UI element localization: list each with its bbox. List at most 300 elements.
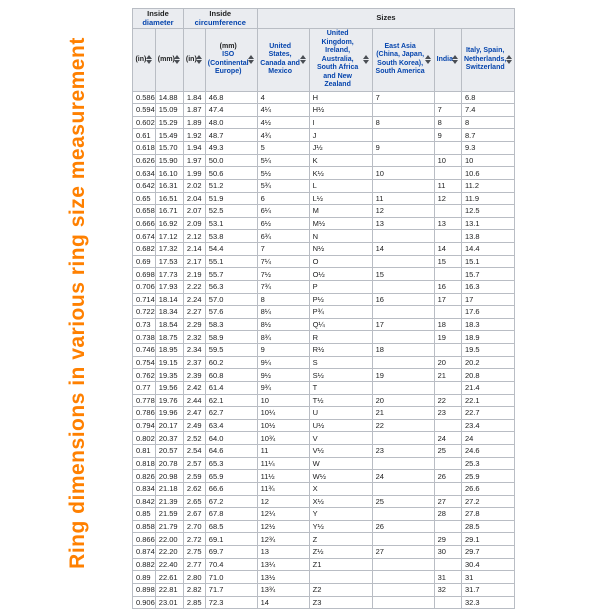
cell [434, 482, 461, 495]
cell: P½ [309, 293, 372, 306]
india-link[interactable]: India [436, 55, 453, 63]
cell: 6½ [257, 217, 309, 230]
cell [372, 280, 434, 293]
cell: 24 [461, 432, 514, 445]
cell: 2.42 [183, 381, 205, 394]
cell [434, 91, 461, 104]
cell: 9 [434, 129, 461, 142]
table-row [133, 293, 515, 306]
cell: 24 [372, 470, 434, 483]
cell: Y [309, 508, 372, 521]
cell [372, 571, 434, 584]
cell [372, 432, 434, 445]
cell: 18.95 [155, 344, 183, 357]
cell: 16 [372, 293, 434, 306]
cell: 23.01 [155, 596, 183, 609]
cell: 2.85 [183, 596, 205, 609]
cell: 49.3 [205, 142, 257, 155]
cell: 12 [434, 192, 461, 205]
cell [434, 596, 461, 609]
uk-ireland-australia-link[interactable]: United Kingdom, Ireland, Australia, South Africa and New Zealand [316, 30, 359, 88]
cell: 2.29 [183, 318, 205, 331]
cell: 5¾ [257, 179, 309, 192]
cell: 2.09 [183, 217, 205, 230]
cell: 62.7 [205, 407, 257, 420]
cell [434, 419, 461, 432]
cell: 9.3 [461, 142, 514, 155]
cell: 21 [372, 407, 434, 420]
cell: 52.5 [205, 205, 257, 218]
cell: 18.54 [155, 318, 183, 331]
cell: 21.39 [155, 495, 183, 508]
cell: 1.97 [183, 154, 205, 167]
cell: Z½ [309, 546, 372, 559]
cell: 29.1 [461, 533, 514, 546]
cell: 2.44 [183, 394, 205, 407]
cell [372, 457, 434, 470]
cell: 2.65 [183, 495, 205, 508]
table-row [133, 116, 515, 129]
cell: 58.3 [205, 318, 257, 331]
cell: 13½ [257, 571, 309, 584]
cell: 58.9 [205, 331, 257, 344]
cell: 1.94 [183, 142, 205, 155]
cell: 16.71 [155, 205, 183, 218]
cell: M½ [309, 217, 372, 230]
cell: 32 [434, 583, 461, 596]
cell: 1.92 [183, 129, 205, 142]
table-row [133, 104, 515, 117]
table-row [133, 318, 515, 331]
cell: 17.12 [155, 230, 183, 243]
cell: 27.8 [461, 508, 514, 521]
cell: 2.04 [183, 192, 205, 205]
cell: U [309, 407, 372, 420]
cell: P [309, 280, 372, 293]
cell: 0.65 [133, 192, 156, 205]
table-row [133, 558, 515, 571]
cell: N [309, 230, 372, 243]
cell: 1.99 [183, 167, 205, 180]
cell: 30 [434, 546, 461, 559]
cell: 16 [434, 280, 461, 293]
cell: 25 [434, 445, 461, 458]
cell: 2.80 [183, 571, 205, 584]
cell [372, 255, 434, 268]
column-header-circumference-mm-iso[interactable] [205, 29, 257, 92]
cell: 4½ [257, 116, 309, 129]
cell: 5½ [257, 167, 309, 180]
group-header-row [133, 9, 515, 29]
table-row [133, 280, 515, 293]
cell: 2.75 [183, 546, 205, 559]
cell: 12 [257, 495, 309, 508]
cell: Z2 [309, 583, 372, 596]
cell: 0.754 [133, 356, 156, 369]
cell: 10¾ [257, 432, 309, 445]
column-header-label: (in) [135, 55, 147, 63]
cell: 10 [372, 167, 434, 180]
cell: 30.4 [461, 558, 514, 571]
cell: 8 [372, 116, 434, 129]
cell: 23 [372, 445, 434, 458]
table-row [133, 583, 515, 596]
cell [434, 344, 461, 357]
cell: 51.9 [205, 192, 257, 205]
cell: 48.0 [205, 116, 257, 129]
cell: 10½ [257, 419, 309, 432]
cell: 15.49 [155, 129, 183, 142]
cell: 0.682 [133, 243, 156, 256]
cell: 12.5 [461, 205, 514, 218]
cell: 2.14 [183, 243, 205, 256]
cell: 13 [257, 546, 309, 559]
table-row [133, 394, 515, 407]
cell: 6 [257, 192, 309, 205]
cell: 13 [434, 217, 461, 230]
cell: 20.2 [461, 356, 514, 369]
cell: L [309, 179, 372, 192]
cell: 0.634 [133, 167, 156, 180]
cell: V [309, 432, 372, 445]
cell: 19 [372, 369, 434, 382]
table-row [133, 243, 515, 256]
table-row [133, 306, 515, 319]
iso-continental-europe-link[interactable]: ISO (Continental Europe) [207, 51, 249, 76]
column-header-diameter-mm[interactable] [155, 29, 183, 92]
cell: 0.594 [133, 104, 156, 117]
cell [434, 142, 461, 155]
cell: W½ [309, 470, 372, 483]
cell: 0.698 [133, 268, 156, 281]
cell: 20 [434, 356, 461, 369]
cell: 22.61 [155, 571, 183, 584]
cell: 60.2 [205, 356, 257, 369]
cell: 0.826 [133, 470, 156, 483]
cell: 2.07 [183, 205, 205, 218]
cell: 8¾ [257, 331, 309, 344]
table-row [133, 432, 515, 445]
cell: 2.37 [183, 356, 205, 369]
cell: Z [309, 533, 372, 546]
cell: 2.70 [183, 520, 205, 533]
cell: 31 [461, 571, 514, 584]
italy-spain-netherlands-link[interactable]: Italy, Spain, Netherlands, Switzerland [463, 47, 507, 71]
east-asia-south-america-link[interactable]: East Asia (China, Japan, South Korea), South America [375, 42, 425, 76]
cell: 2.34 [183, 344, 205, 357]
table-row [133, 457, 515, 470]
cell: 7 [257, 243, 309, 256]
cell: 14 [372, 243, 434, 256]
cell: 0.762 [133, 369, 156, 382]
cell [372, 596, 434, 609]
cell [434, 167, 461, 180]
cell [372, 179, 434, 192]
cell: 20.98 [155, 470, 183, 483]
cell: 16.31 [155, 179, 183, 192]
cell: 53.8 [205, 230, 257, 243]
cell: 2.19 [183, 268, 205, 281]
cell: R½ [309, 344, 372, 357]
cell: S [309, 356, 372, 369]
cell: 7½ [257, 268, 309, 281]
cell: 2.32 [183, 331, 205, 344]
cell: 2.72 [183, 533, 205, 546]
cell: 11¾ [257, 482, 309, 495]
cell: 6¼ [257, 205, 309, 218]
cell [372, 331, 434, 344]
cell: 0.674 [133, 230, 156, 243]
column-header-us-canada-mexico[interactable] [257, 29, 309, 92]
cell: 71.0 [205, 571, 257, 584]
cell: 15.7 [461, 268, 514, 281]
sort-icon [452, 55, 459, 65]
cell: 23 [434, 407, 461, 420]
cell: 72.3 [205, 596, 257, 609]
cell: 17.93 [155, 280, 183, 293]
table-row [133, 331, 515, 344]
cell: 46.8 [205, 91, 257, 104]
cell: 0.602 [133, 116, 156, 129]
cell: 11¼ [257, 457, 309, 470]
cell: 14 [257, 596, 309, 609]
cell: 0.818 [133, 457, 156, 470]
cell [434, 381, 461, 394]
cell: 7 [372, 91, 434, 104]
column-header-east-asia-south-america[interactable] [372, 29, 434, 92]
cell: 4 [257, 91, 309, 104]
cell [434, 268, 461, 281]
cell: 26 [372, 520, 434, 533]
cell: 10¼ [257, 407, 309, 420]
cell: 8½ [257, 318, 309, 331]
cell: 1.87 [183, 104, 205, 117]
cell: 25 [372, 495, 434, 508]
table-row [133, 533, 515, 546]
cell: T½ [309, 394, 372, 407]
cell: 1.89 [183, 116, 205, 129]
cell: 0.722 [133, 306, 156, 319]
cell: 55.7 [205, 268, 257, 281]
table-row [133, 482, 515, 495]
cell: 22 [372, 419, 434, 432]
cell: 31.7 [461, 583, 514, 596]
sort-icon [248, 55, 255, 65]
cell: 13.8 [461, 230, 514, 243]
cell: 50.6 [205, 167, 257, 180]
cell: H [309, 91, 372, 104]
column-header-india[interactable] [434, 29, 461, 92]
table-row [133, 217, 515, 230]
cell: 19.56 [155, 381, 183, 394]
cell: V½ [309, 445, 372, 458]
group-header-text: Inside [209, 9, 232, 18]
table-row [133, 470, 515, 483]
cell: 22.1 [461, 394, 514, 407]
cell: 69.1 [205, 533, 257, 546]
table-row [133, 91, 515, 104]
table-row [133, 571, 515, 584]
cell: 18.34 [155, 306, 183, 319]
cell: 9¼ [257, 356, 309, 369]
cell: 2.82 [183, 583, 205, 596]
cell [434, 205, 461, 218]
sort-icon [174, 55, 181, 65]
table-row [133, 356, 515, 369]
cell: 51.2 [205, 179, 257, 192]
cell: 17.73 [155, 268, 183, 281]
us-canada-mexico-link[interactable]: United States, Canada and Mexico [260, 42, 300, 76]
cell: 60.8 [205, 369, 257, 382]
cell: 10 [257, 394, 309, 407]
cell: 27.2 [461, 495, 514, 508]
cell: 2.62 [183, 482, 205, 495]
table-row [133, 205, 515, 218]
cell: 13 [372, 217, 434, 230]
cell: 8 [461, 116, 514, 129]
cell: 0.706 [133, 280, 156, 293]
cell: 11.9 [461, 192, 514, 205]
cell [434, 520, 461, 533]
cell: 14 [434, 243, 461, 256]
cell: 31 [434, 571, 461, 584]
table-row [133, 192, 515, 205]
cell: 22.7 [461, 407, 514, 420]
cell: 0.77 [133, 381, 156, 394]
cell: 27 [372, 546, 434, 559]
cell: 0.794 [133, 419, 156, 432]
cell: 19.76 [155, 394, 183, 407]
diameter-link[interactable]: diameter [142, 17, 174, 27]
cell: 17.6 [461, 306, 514, 319]
column-header-label: (in) [185, 55, 197, 63]
cell: 19.5 [461, 344, 514, 357]
cell: 11.2 [461, 179, 514, 192]
cell [372, 154, 434, 167]
cell: 26.6 [461, 482, 514, 495]
cell: W [309, 457, 372, 470]
column-header-label: (mm) [219, 42, 237, 50]
cell: 9½ [257, 369, 309, 382]
sort-icon [300, 55, 307, 65]
cell: 15 [434, 255, 461, 268]
column-header-circumference-in[interactable] [183, 29, 205, 92]
cell: 23.4 [461, 419, 514, 432]
cell: 28.5 [461, 520, 514, 533]
ring-size-table-body [133, 91, 515, 609]
cell: 15.29 [155, 116, 183, 129]
cell: 2.57 [183, 457, 205, 470]
cell: 24.6 [461, 445, 514, 458]
column-header-row [133, 29, 515, 92]
cell: 11 [372, 192, 434, 205]
cell: 0.61 [133, 129, 156, 142]
cell [372, 482, 434, 495]
cell: 21.59 [155, 508, 183, 521]
cell: 11½ [257, 470, 309, 483]
cell: X [309, 482, 372, 495]
cell: 21.79 [155, 520, 183, 533]
column-header-italy-spain-netherlands[interactable] [461, 29, 514, 92]
column-header-label: (mm) [157, 55, 175, 63]
cell: 2.47 [183, 407, 205, 420]
cell: J½ [309, 142, 372, 155]
cell: 17 [461, 293, 514, 306]
cell [372, 356, 434, 369]
cell: 2.54 [183, 445, 205, 458]
cell: 15.09 [155, 104, 183, 117]
cell: U½ [309, 419, 372, 432]
cell [372, 558, 434, 571]
cell: 12¾ [257, 533, 309, 546]
group-header-inside-circumference [183, 9, 257, 29]
sort-icon [425, 55, 432, 65]
cell: 20 [372, 394, 434, 407]
cell: 15.1 [461, 255, 514, 268]
cell: 10 [461, 154, 514, 167]
cell: 12½ [257, 520, 309, 533]
cell [372, 381, 434, 394]
cell: 6.8 [461, 91, 514, 104]
cell: X½ [309, 495, 372, 508]
cell: 19.96 [155, 407, 183, 420]
cell: 0.666 [133, 217, 156, 230]
cell: 48.7 [205, 129, 257, 142]
cell: 0.746 [133, 344, 156, 357]
cell: 0.626 [133, 154, 156, 167]
table-row [133, 407, 515, 420]
cell: 2.22 [183, 280, 205, 293]
cell: 61.4 [205, 381, 257, 394]
cell: 1.84 [183, 91, 205, 104]
cell: P¾ [309, 306, 372, 319]
cell: 2.12 [183, 230, 205, 243]
cell: 19.35 [155, 369, 183, 382]
cell: 18.14 [155, 293, 183, 306]
cell [309, 571, 372, 584]
sort-icon [505, 55, 512, 65]
cell: 13¾ [257, 583, 309, 596]
cell: 0.858 [133, 520, 156, 533]
cell: 17 [372, 318, 434, 331]
cell: 2.39 [183, 369, 205, 382]
cell [372, 533, 434, 546]
cell: 20.78 [155, 457, 183, 470]
column-header-diameter-in[interactable] [133, 29, 156, 92]
cell: 0.802 [133, 432, 156, 445]
cell: 9¾ [257, 381, 309, 394]
circumference-link[interactable]: circumference [194, 17, 246, 27]
cell: 22.40 [155, 558, 183, 571]
cell [372, 306, 434, 319]
cell: 14.4 [461, 243, 514, 256]
cell: 7 [434, 104, 461, 117]
cell: Z1 [309, 558, 372, 571]
column-header-uk-ireland-australia[interactable] [309, 29, 372, 92]
cell: 17 [434, 293, 461, 306]
cell: 13¼ [257, 558, 309, 571]
table-row [133, 344, 515, 357]
table-row [133, 508, 515, 521]
group-header-text: Inside [147, 9, 169, 18]
cell: L½ [309, 192, 372, 205]
table-row [133, 546, 515, 559]
cell: 11 [257, 445, 309, 458]
cell: O [309, 255, 372, 268]
cell: 12 [372, 205, 434, 218]
cell: 21.4 [461, 381, 514, 394]
table-row [133, 419, 515, 432]
